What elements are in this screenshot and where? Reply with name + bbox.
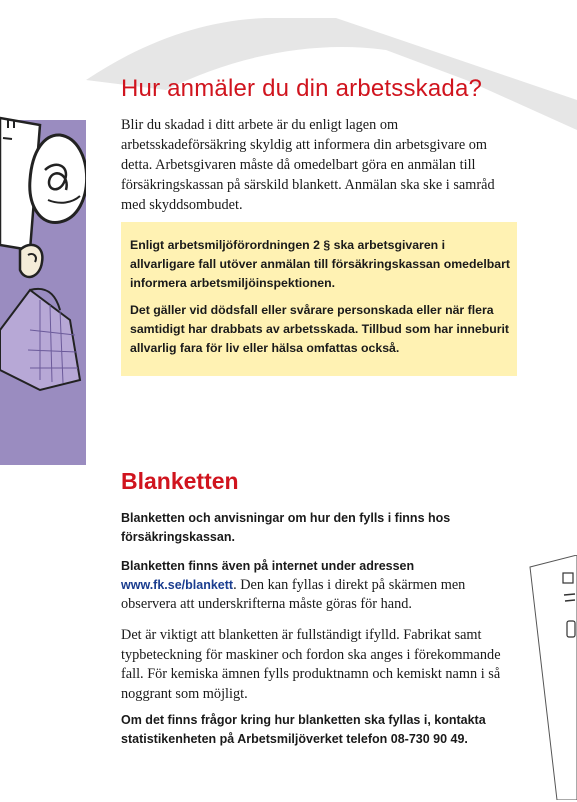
section-heading-form: Blanketten	[121, 468, 239, 494]
notice-box	[121, 222, 517, 376]
side-illustration	[0, 0, 86, 465]
forms-paragraph: Blanketten och anvisningar om hur den fylls i finns hos försäkringskassan.	[121, 511, 451, 544]
notice-paragraph-regulation: Enligt arbetsmiljöförordningen 2 § ska arbetsgivaren i allvarligare fall utöver anmälan till försäkringskassan omedelbart informera arbetsmiljöinspektionen.	[130, 238, 510, 290]
completeness-paragraph: Det är viktigt att blanketten är fullständigt ifylld. Fabrikat samt typbeteckning för maskiner och fordon ska anges i förekommande fall. För kemiska ämnen fylls produktnamn och kemiskt namn i så noggrant som möjligt.	[121, 627, 501, 702]
internet-lead-text: Blanketten finns även på internet under adressen	[121, 559, 415, 573]
form-link[interactable]: www.fk.se/blankett	[121, 578, 234, 592]
internet-rest-text: . Den kan fyllas i direkt på skärmen men observera att underskrifterna måste göras för hand.	[121, 577, 466, 612]
intro-paragraph: Blir du skadad i ditt arbete är du enligt lagen om arbetsskadeförsäkring skyldig att informera din arbetsgivare om detta. Arbetsgivaren måste då omedelbart göra en anmälan till försäkringskassan på särskild blankett. Anmälan ska ske i samråd med skyddsombudet.	[121, 117, 495, 213]
illustration-drawing	[0, 0, 86, 465]
contact-paragraph: Om det finns frågor kring hur blanketten ska fyllas i, kontakta statistikenheten på Arbetsmiljöverket telefon 08-730 90 49.	[121, 713, 486, 746]
form-sheet-illustration	[527, 555, 577, 800]
notice-paragraph-cases: Det gäller vid dödsfall eller svårare personskada eller när flera samtidigt har drabbats av arbetsskada. Tillbud som har inneburit allvarlig fara för liv eller hälsa omfattas också.	[130, 303, 510, 355]
section-heading-report: Hur anmäler du din arbetsskada?	[121, 75, 483, 102]
internet-paragraph	[121, 557, 521, 614]
